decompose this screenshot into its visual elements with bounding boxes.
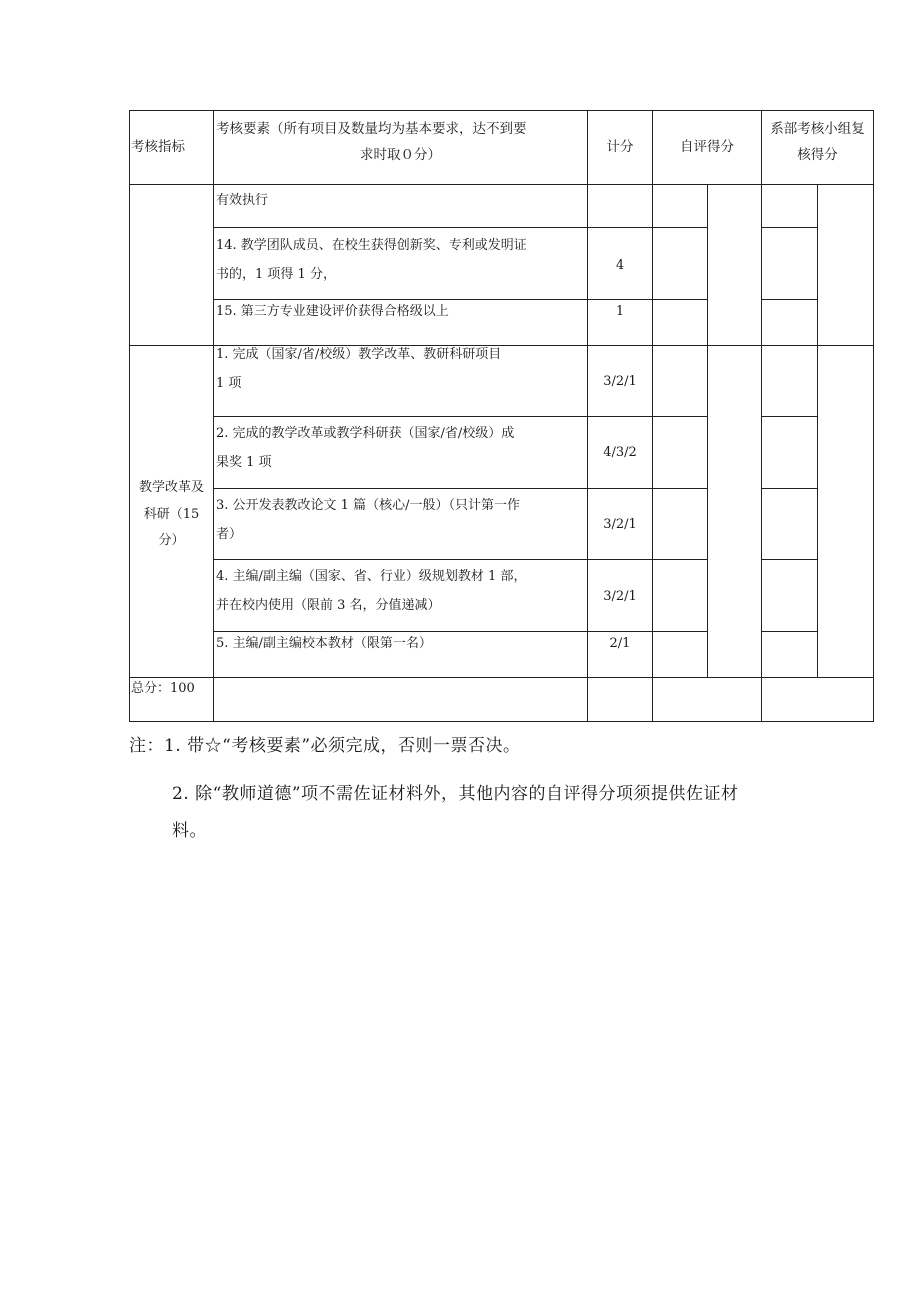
section1-row2-dept-a (761, 227, 818, 300)
section1-row1-score (587, 184, 653, 228)
section1-row1-self-a (652, 184, 708, 228)
section1-row3-line1: 15. 第三方专业建设评价获得合格级以上 (216, 304, 449, 319)
section2-indicator-line1: 教学改革及 (138, 480, 204, 495)
section1-indicator-cell (129, 184, 214, 346)
section2-row3-dept-a (761, 488, 818, 560)
section1-row3-score-value: 1 (615, 304, 625, 319)
header-dept-line2: 核得分 (797, 147, 838, 163)
section2-row5-dept-a (761, 631, 818, 678)
section2-row4-line1: 4. 主编/副主编（国家、省、行业）级规划教材 1 部， (216, 569, 527, 584)
section1-row2-line1: 14. 教学团队成员、在校生获得创新奖、专利或发明证 (216, 238, 527, 253)
header-elements-line1: 考核要素（所有项目及数量均为基本要求，达不到要 (216, 121, 527, 137)
section2-row2-dept-a (761, 416, 818, 489)
header-self: 自评得分 (680, 139, 734, 155)
section2-indicator-line2: 科研（15 (143, 507, 200, 522)
section2-row3-line1: 3. 公开发表教改论文 1 篇（核心/一般）（只计第一作 (216, 498, 520, 513)
header-indicator: 考核指标 (131, 139, 185, 155)
section2-row5-line1: 5. 主编/副主编校本教材（限第一名） (216, 636, 432, 651)
note-2-line2: 料。 (172, 821, 207, 841)
section2-self-b (707, 345, 762, 678)
section2-row3-score-value: 3/2/1 (603, 517, 637, 532)
section2-indicator-line3: 分） (158, 533, 185, 548)
section2-row4-line2: 并在校内使用（限前 3 名，分值递减） (216, 598, 441, 613)
section1-row2-score-value: 4 (615, 258, 625, 273)
section1-row1-dept-a (761, 184, 818, 228)
section2-row4-self-a (652, 559, 708, 632)
note-2-line1: 2. 除“教师道德”项不需佐证材料外，其他内容的自评得分项须提供佐证材 (172, 784, 739, 804)
section2-row3-self-a (652, 488, 708, 560)
section1-row1-line1: 有效执行 (216, 193, 269, 208)
section1-row1-element (213, 184, 588, 228)
total-score-cell (587, 677, 653, 722)
header-elements-line2: 求时取０分） (360, 147, 441, 163)
section2-row2-line2: 果奖 1 项 (216, 455, 272, 470)
total-element-cell (213, 677, 588, 722)
section1-row2-line2: 书的，1 项得 1 分， (216, 267, 336, 282)
section2-row2-self-a (652, 416, 708, 489)
section1-row3-self-a (652, 299, 708, 346)
section2-row1-score-value: 3/2/1 (603, 374, 637, 389)
header-score: 计分 (606, 139, 634, 155)
section2-row3-line2: 者） (216, 527, 243, 542)
section2-row1-line1: 1. 完成（国家/省/校级）教学改革、教研科研项目 (216, 347, 502, 362)
section2-row1-line2: 1 项 (216, 376, 242, 391)
total-self-cell (652, 677, 762, 722)
section2-row1-self-a (652, 345, 708, 417)
header-dept-line1: 系部考核小组复 (770, 121, 865, 137)
section2-dept-b (817, 345, 874, 678)
section2-row4-dept-a (761, 559, 818, 632)
section1-self-b (707, 184, 762, 346)
section2-row5-score-value: 2/1 (609, 636, 631, 651)
total-dept-cell (761, 677, 874, 722)
section2-row2-line1: 2. 完成的教学改革或教学科研获（国家/省/校级）成 (216, 426, 515, 441)
section1-row2-self-a (652, 227, 708, 300)
section2-row1-dept-a (761, 345, 818, 417)
section1-dept-b (817, 184, 874, 346)
section2-row2-score-value: 4/3/2 (603, 445, 637, 460)
note-1: 注：1. 带☆“考核要素”必须完成，否则一票否决。 (129, 736, 521, 756)
section2-row4-score-value: 3/2/1 (603, 589, 637, 604)
section2-row5-self-a (652, 631, 708, 678)
section1-row3-dept-a (761, 299, 818, 346)
total-label: 总分：100 (131, 681, 195, 696)
